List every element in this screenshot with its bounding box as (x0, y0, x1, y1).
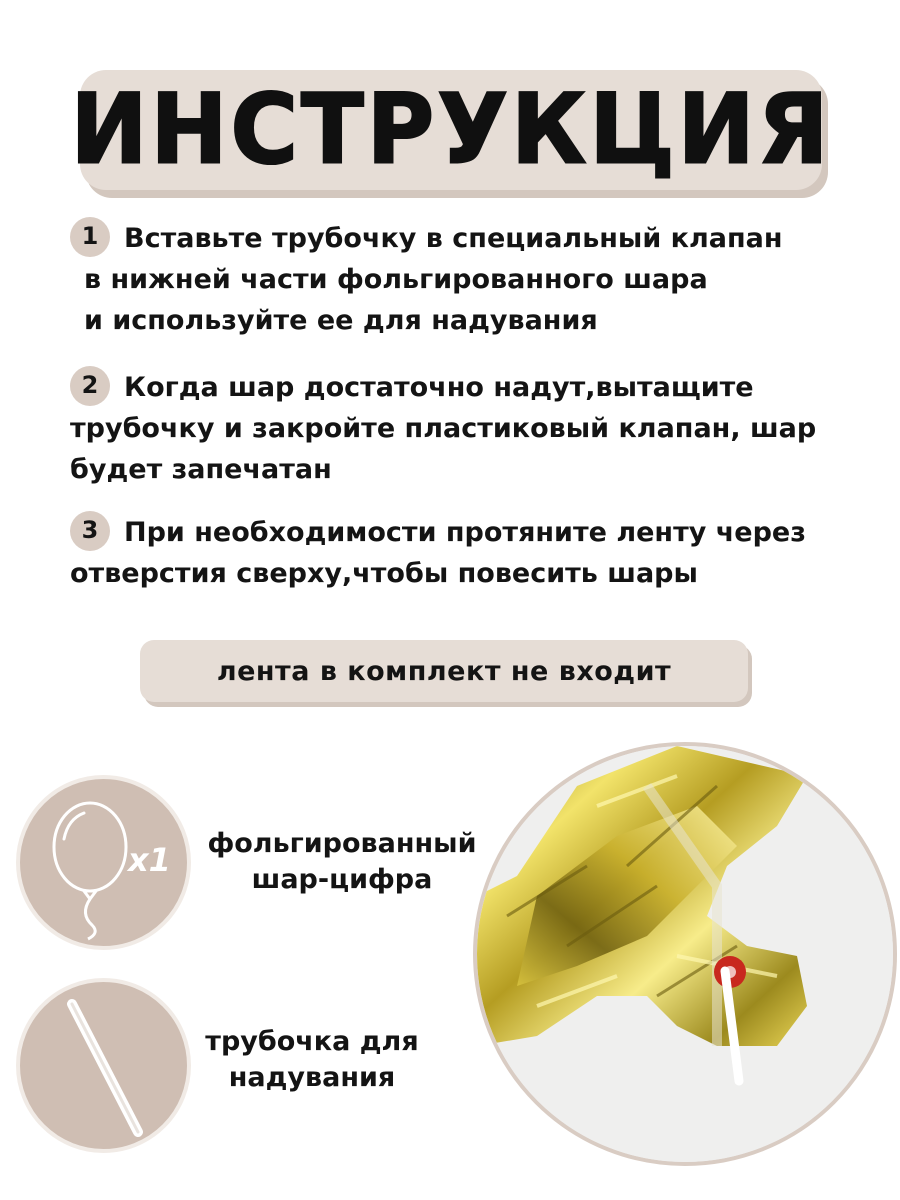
label-line: шар-цифра (251, 864, 433, 895)
label-line: надувания (228, 1062, 396, 1093)
product-photo (473, 742, 897, 1166)
step-number-badge: 1 (70, 217, 110, 257)
step-number-badge: 3 (70, 511, 110, 551)
page-title: ИНСТРУКЦИЯ (70, 73, 832, 186)
step-number-badge: 2 (70, 366, 110, 406)
straw-label (162, 1024, 462, 1096)
label-line: фольгированный (207, 828, 477, 859)
title-banner (70, 70, 832, 190)
step-text: При необходимости протяните ленту через (124, 517, 806, 548)
step-text: трубочку и закройте пластиковый клапан, шар (70, 413, 817, 444)
step-text: будет запечатан (70, 454, 332, 485)
step-2 (70, 367, 850, 490)
step-3 (70, 512, 850, 594)
foil-balloon-photo (477, 746, 893, 1162)
notice-text: лента в комплект не входит (216, 655, 672, 687)
step-text: в нижней части фольгированного шара (84, 264, 708, 295)
step-text: отверстия сверху,чтобы повесить шары (70, 558, 698, 589)
step-text: Когда шар достаточно надут,вытащите (124, 372, 754, 403)
step-1 (70, 218, 850, 341)
notice-banner (140, 640, 748, 702)
balloon-label (192, 826, 492, 898)
quantity-label: x1 (128, 841, 171, 879)
label-line: трубочка для (205, 1026, 419, 1057)
step-text: и используйте ее для надувания (84, 305, 598, 336)
balloon-icon-circle (16, 775, 191, 950)
step-text: Вставьте трубочку в специальный клапан (124, 223, 783, 254)
